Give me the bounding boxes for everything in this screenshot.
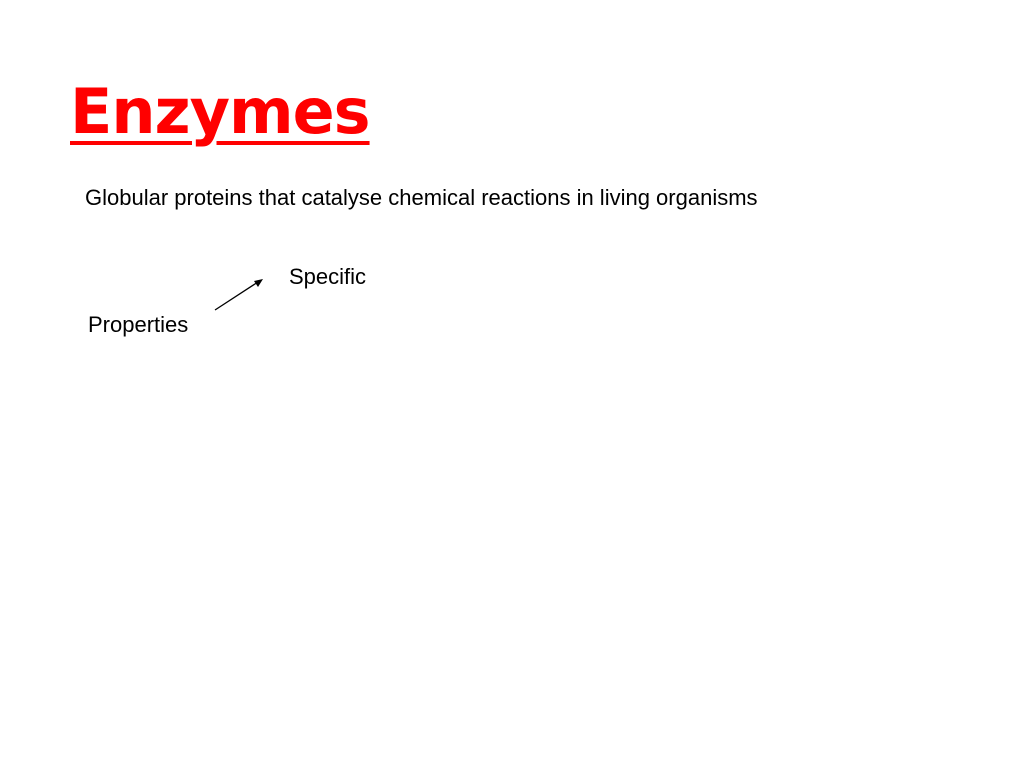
arrow-up-right-icon [205, 270, 275, 320]
arrow-head [254, 279, 263, 287]
definition-text: Globular proteins that catalyse chemical reactions in living organisms [85, 185, 758, 210]
property-specific-label: Specific [289, 264, 367, 289]
arrow-shaft [215, 282, 258, 310]
slide-title: Enzymes [70, 75, 370, 148]
properties-label: Properties [88, 312, 189, 337]
